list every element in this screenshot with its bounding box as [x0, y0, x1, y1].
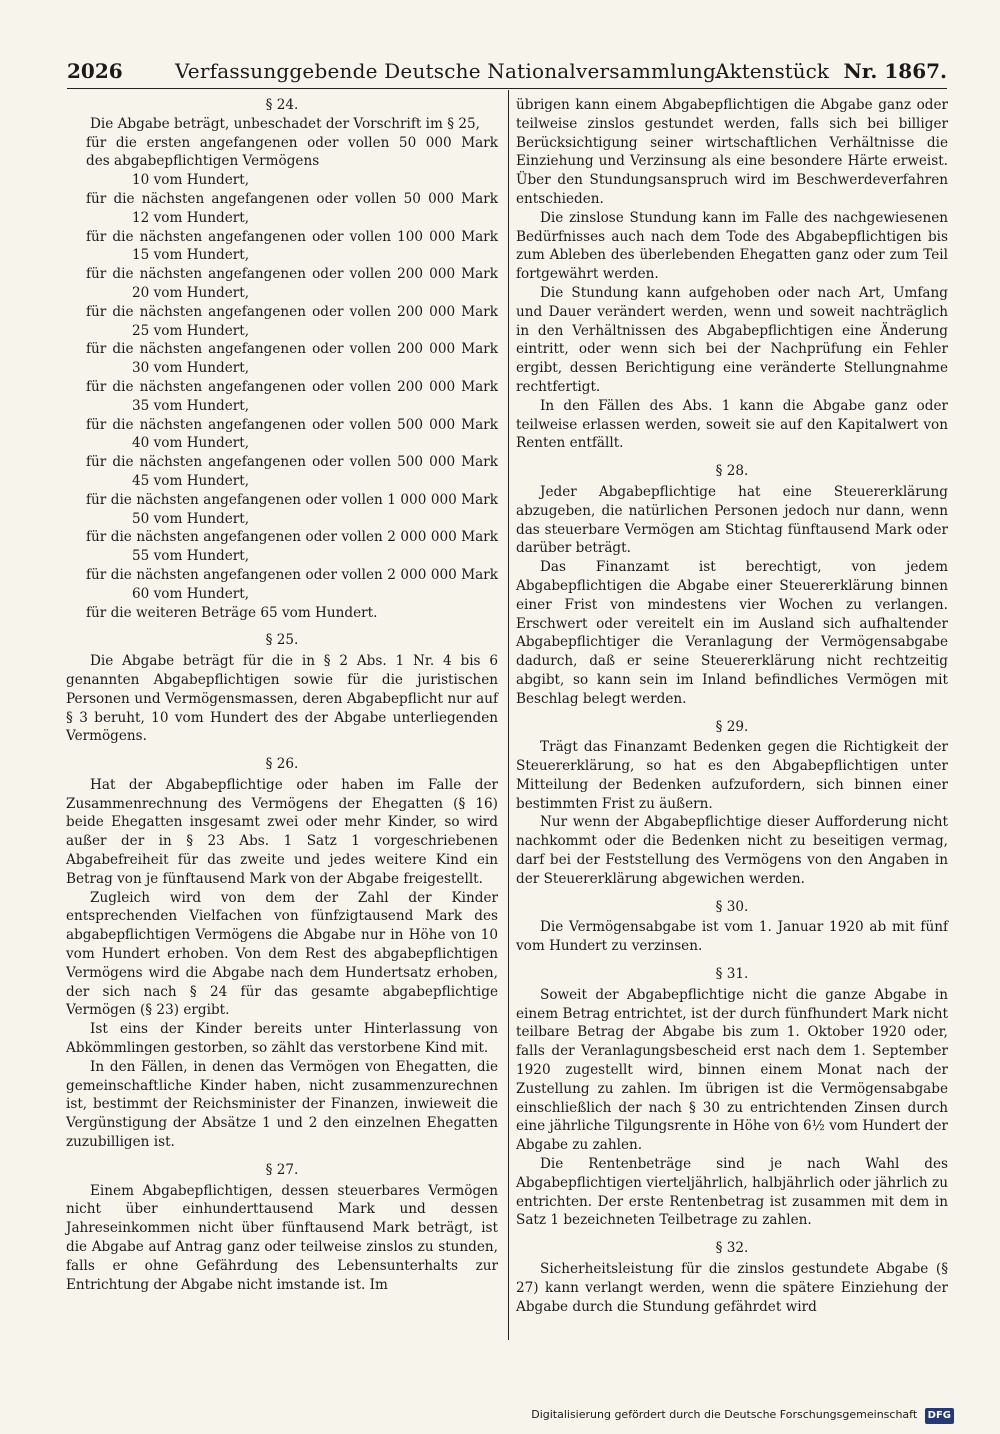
header-title: Verfassunggebende Deutsche Nationalversammlung.	[175, 59, 723, 83]
dfg-logo: DFG	[925, 1408, 954, 1424]
section-heading: § 26.	[265, 756, 299, 773]
paragraph: In den Fällen, in denen das Vermögen von Ehegatten, die gemeinschaftliche Kinder haben, nicht zusammenzurechnen ist, bestimmt der Reichsminister der Finanzen, inwieweit die Vergünstigung der Absätze 1 und 2 den einzelnen Ehegatten zuzubilligen ist.	[66, 1058, 498, 1151]
rate-line: für die ersten angefangenen oder vollen 50 000 Mark	[86, 134, 498, 151]
rate-line: für die nächsten angefangenen oder vollen 2 000 000 Mark	[86, 566, 498, 583]
section-heading: § 24.	[265, 97, 299, 113]
paragraph: Die Vermögensabgabe ist vom 1. Januar 1920 ab mit fünf vom Hundert zu verzinsen.	[516, 919, 948, 955]
section-heading: § 30.	[715, 898, 749, 915]
rate-percentage: 20 vom Hundert,	[132, 284, 250, 301]
paragraph: Das Finanzamt ist berechtigt, von jedem Abgabepflichtigen die Abgabe einer Steuererklärung binnen einer Frist von mindestens vier Wochen zu verlangen. Erschwert oder vereitelt ein im Ausland sich aufhaltender Abgabepflichtiger die Veranlagung der Vermögensabgabe dadurch, daß er seine Steuererklärung nicht rechtzeitig abgibt, so kann sein im Inland befindliches Vermögen mit Beschlag belegt werden.	[516, 559, 948, 707]
paragraph: Zugleich wird von dem der Zahl der Kinder entsprechenden Vielfachen von fünfzigtausend Mark des abgabepflichtigen Vermögens die Abgabe nur in Höhe von 10 vom Hundert erhoben. Von dem Rest des abgabepflichtigen Vermögens wird die Abgabe nach dem Hundertsatz erhoben, der sich nach § 24 für das gesamte abgabepflichtige Vermögen (§ 23) ergibt.	[66, 889, 498, 1019]
paragraph: Einem Abgabepflichtigen, dessen steuerbares Vermögen nicht über einhunderttausend Mark und dessen Jahreseinkommen nicht über fünftausend Mark beträgt, ist die Abgabe auf Antrag ganz oder teilweise zinslos zu stunden, falls er ohne Gefährdung des Lebensunterhalts zur Entrichtung der Abgabe nicht imstande ist. Im	[66, 1182, 498, 1293]
section-heading: § 32.	[715, 1240, 749, 1257]
rate-line: für die nächsten angefangenen oder vollen 1 000 000 Mark	[86, 491, 498, 508]
rate-percentage: 40 vom Hundert,	[132, 435, 250, 452]
section-heading: § 28.	[715, 463, 749, 480]
rate-percentage: 30 vom Hundert,	[132, 360, 250, 377]
rate-percentage: 35 vom Hundert,	[132, 397, 250, 414]
rate-line: für die nächsten angefangenen oder vollen 200 000 Mark	[86, 341, 498, 358]
rate-percentage: 10 vom Hundert,	[132, 172, 250, 189]
rate-line: für die nächsten angefangenen oder vollen 2 000 000 Mark	[86, 529, 498, 546]
paragraph: Die Rentenbeträge sind je nach Wahl des Abgabepflichtigen vierteljährlich, halbjährlich oder jährlich zu entrichten. Der erste Rentenbetrag ist zusammen mit dem in Satz 1 bezeichneten Teilbetrage zu zahlen.	[516, 1156, 948, 1229]
paragraph: Die zinslose Stundung kann im Falle des nachgewiesenen Bedürfnisses auch nach dem Tode des Abgabepflichtigen bis zum Ableben des überlebenden Ehegatten ganz oder zum Teil fortgewährt werden.	[516, 209, 948, 283]
rate-percentage: 55 vom Hundert,	[132, 548, 250, 565]
footer-credit: Digitalisierung gefördert durch die Deutsche Forschungsgemeinschaft	[531, 1408, 918, 1421]
paragraph: In den Fällen des Abs. 1 kann die Abgabe ganz oder teilweise erlassen werden, soweit sie auf den Kapitalwert von Renten entfällt.	[516, 397, 948, 452]
paragraph: Die Abgabe beträgt für die in § 2 Abs. 1 Nr. 4 bis 6 genannten Abgabepflichtigen sowie für die juristischen Personen und Vermögensmassen, deren Abgabepflicht nur auf § 3 beruht, 10 vom Hundert des der Abgabe unterliegenden Vermögens.	[66, 653, 498, 745]
paragraph: Nur wenn der Abgabepflichtige dieser Aufforderung nicht nachkommt oder die Bedenken nicht zu beseitigen vermag, darf bei der Feststellung des Vermögens von den Angaben in der Steuererklärung abgewichen werden.	[516, 814, 948, 887]
rate-percentage: 25 vom Hundert,	[132, 322, 250, 339]
rate-line: für die nächsten angefangenen oder vollen 500 000 Mark	[86, 454, 498, 471]
paragraph-continued: übrigen kann einem Abgabepflichtigen die Abgabe ganz oder teilweise zinslos gestundet werden, falls sich bei billiger Berücksichtigung seiner wirtschaftlichen Verhältnisse die Einziehung und Verzinsung als eine besondere Härte erweist. Über den Stundungsanspruch wird im Beschwerdeverfahren entschieden.	[516, 97, 948, 207]
paragraph: Hat der Abgabepflichtige oder haben im Falle der Zusammenrechnung des Vermögens der Ehegatten (§ 16) beide Ehegatten insgesamt zwei oder mehr Kinder, so wird außer der in § 23 Abs. 1 Satz 1 vorgeschriebenen Abgabefreiheit für das zweite und jedes weitere Kind ein Betrag von je fünftausend Mark von der Abgabe freigestellt.	[66, 776, 498, 887]
section-heading: § 29.	[715, 718, 749, 735]
header-rule	[67, 88, 947, 89]
rate-line: für die nächsten angefangenen oder vollen 200 000 Mark	[86, 303, 498, 320]
section-heading: § 25.	[265, 632, 299, 649]
rate-line: für die nächsten angefangenen oder vollen 100 000 Mark	[86, 228, 498, 245]
paragraph: Ist eins der Kinder bereits unter Hinterlassung von Abkömmlingen gestorben, so zählt das verstorbene Kind mit.	[66, 1021, 498, 1057]
paragraph: Die Abgabe beträgt, unbeschadet der Vorschrift im § 25,	[90, 115, 480, 132]
rate-list	[66, 190, 498, 604]
rate-percentage: 12 vom Hundert,	[132, 209, 250, 226]
rate-percentage: 60 vom Hundert,	[132, 585, 250, 602]
paragraph: Sicherheitsleistung für die zinslos gestundete Abgabe (§ 27) kann verlangt werden, wenn die spätere Einziehung der Abgabe durch die Stundung gefährdet wird	[516, 1261, 948, 1315]
column-divider	[508, 90, 509, 1340]
rate-line: für die nächsten angefangenen oder vollen 500 000 Mark	[86, 416, 498, 433]
paragraph: Die Stundung kann aufgehoben oder nach Art, Umfang und Dauer verändert werden, wenn und soweit nachträglich in den Verhältnissen des Abgabepflichtigen eine Änderung eintritt, oder wenn sich bei der Nachprüfung ein Fehler ergibt, dessen Berichtigung eine veränderte Stellungnahme rechtfertigt.	[516, 284, 948, 395]
rate-line: für die nächsten angefangenen oder vollen 200 000 Mark	[86, 378, 498, 395]
left-column	[66, 96, 498, 1294]
rate-line-final: für die weiteren Beträge 65 vom Hundert.	[86, 604, 378, 621]
rate-percentage: 45 vom Hundert,	[132, 472, 250, 489]
page-header	[67, 57, 947, 85]
section-heading: § 27.	[265, 1161, 299, 1178]
page-number: 2026	[67, 59, 123, 83]
section-heading: § 31.	[715, 966, 749, 983]
paragraph: Jeder Abgabepflichtige hat eine Steuererklärung abzugeben, die natürlichen Personen jedoch nur dann, wenn das steuerbare Vermögen am Stichtag fünftausend Mark oder darüber beträgt.	[516, 483, 948, 557]
paragraph: Soweit der Abgabepflichtige nicht die ganze Abgabe in einem Betrag entrichtet, ist der durch fünfhundert Mark nicht teilbare Betrag der Abgabe bis zum 1. Oktober 1920 oder, falls der Veranlagungsbescheid erst nach dem 1. September 1920 zugestellt wird, binnen einem Monat nach der Zustellung zu zahlen. Im übrigen ist die Vermögensabgabe einschließlich der nach § 30 zu entrichtenden Zinsen durch eine jährliche Tilgungsrente in Höhe von 6½ vom Hundert der Abgabe zu zahlen.	[516, 986, 948, 1154]
header-aktenstueck: Aktenstück	[715, 59, 829, 83]
header-document-number: Nr. 1867.	[843, 59, 947, 83]
rate-line: für die nächsten angefangenen oder vollen 50 000 Mark	[86, 190, 498, 207]
rate-line: für die nächsten angefangenen oder vollen 200 000 Mark	[86, 266, 498, 283]
paragraph: Trägt das Finanzamt Bedenken gegen die Richtigkeit der Steuererklärung, so hat es den Abgabepflichtigen unter Mitteilung der Bedenken aufzufordern, sich binnen einer bestimmten Frist zu äußern.	[516, 739, 948, 812]
rate-line-continued: des abgabepflichtigen Vermögens	[86, 153, 320, 170]
right-column	[516, 96, 948, 1316]
rate-percentage: 15 vom Hundert,	[132, 247, 250, 264]
page-footer	[531, 1407, 954, 1424]
rate-percentage: 50 vom Hundert,	[132, 510, 250, 527]
